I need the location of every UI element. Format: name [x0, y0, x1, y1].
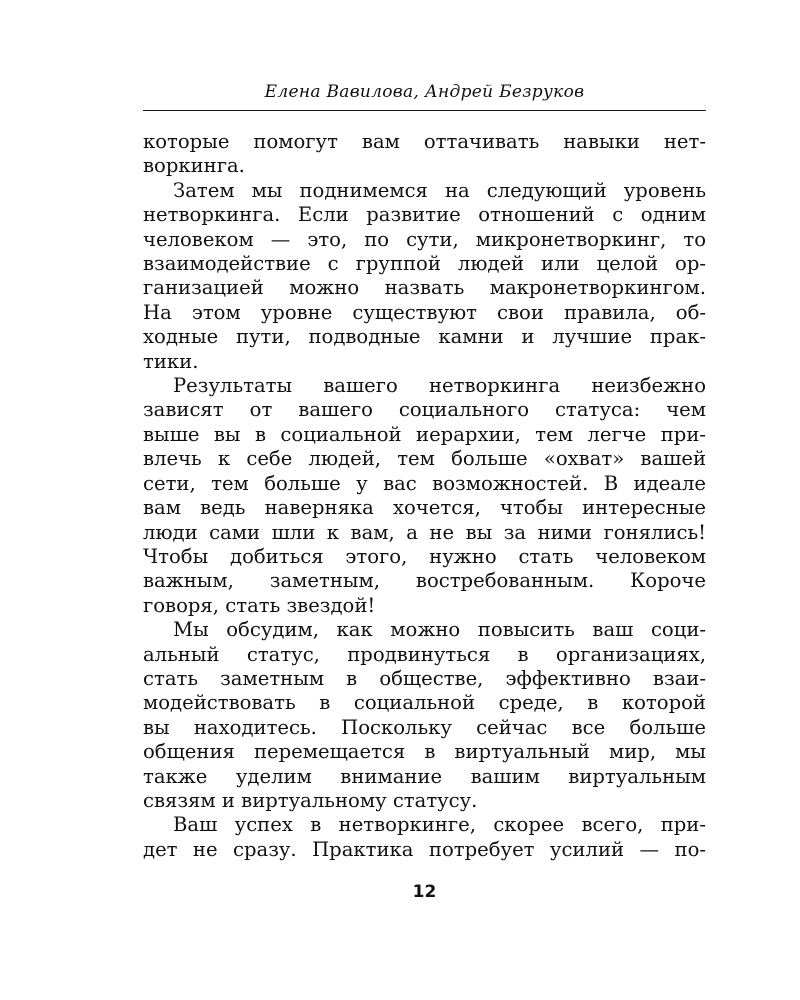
header-rule: [143, 110, 706, 111]
text-line: человеком — это, по сути, микронетворкинг, то: [143, 227, 706, 251]
text-line: тики.: [143, 349, 199, 373]
page-number: 12: [412, 882, 437, 902]
text-line: стать заметным в обществе, эффективно взаи-: [143, 666, 706, 690]
text-line: Чтобы добиться этого, нужно стать человеком: [143, 544, 706, 568]
text-line: воркинга.: [143, 154, 245, 178]
text-line: Результаты вашего нетворкинга неизбежно: [173, 374, 706, 398]
text-line: связям и виртуальному статусу.: [143, 788, 478, 812]
text-line: вам ведь наверняка хочется, чтобы интересные: [143, 496, 706, 520]
text-line: влечь к себе людей, тем больше «охват» вашей: [143, 447, 706, 471]
text-line: На этом уровне существуют свои правила, об-: [143, 300, 706, 324]
text-line: ганизацией можно назвать макронетворкингом.: [143, 276, 706, 300]
text-line: Затем мы поднимемся на следующий уровень: [173, 178, 706, 202]
text-line: вы находитесь. Поскольку сейчас все больше: [143, 715, 706, 739]
text-line: Ваш успех в нетворкинге, скорее всего, при-: [173, 813, 706, 837]
text-line: альный статус, продвинуться в организациях,: [143, 642, 706, 666]
text-line: говоря, стать звездой!: [143, 593, 376, 617]
text-line: ходные пути, подводные камни и лучшие прак-: [143, 325, 706, 349]
text-line: Мы обсудим, как можно повысить ваш соци-: [173, 618, 706, 642]
body-text: [143, 130, 706, 862]
text-line: модействовать в социальной среде, в которой: [143, 691, 706, 715]
text-line: которые помогут вам оттачивать навыки нет-: [143, 130, 706, 153]
text-line: сети, тем больше у вас возможностей. В идеале: [143, 471, 706, 495]
text-line: важным, заметным, востребованным. Короче: [143, 569, 706, 593]
text-line: нетворкинга. Если развитие отношений с одним: [143, 203, 706, 227]
text-line: взаимодействие с группой людей или целой ор-: [143, 252, 706, 276]
text-line: зависят от вашего социального статуса: чем: [143, 398, 706, 422]
running-head: Елена Вавилова, Андрей Безруков: [264, 82, 585, 102]
text-line: также уделим внимание вашим виртуальным: [143, 764, 706, 788]
text-line: дет не сразу. Практика потребует усилий — по-: [143, 837, 706, 861]
text-line: общения перемещается в виртуальный мир, мы: [143, 740, 706, 764]
text-line: люди сами шли к вам, а не вы за ними гонялись!: [143, 520, 706, 544]
text-line: выше вы в социальной иерархии, тем легче при-: [143, 422, 706, 446]
